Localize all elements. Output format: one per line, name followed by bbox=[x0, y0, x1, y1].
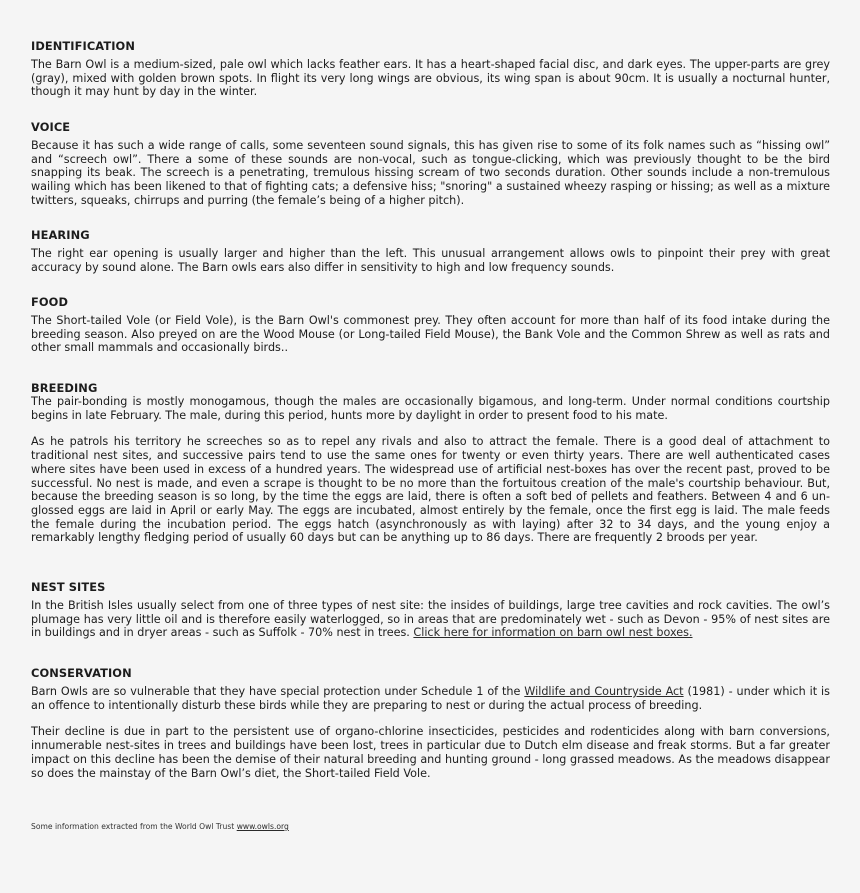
conservation-heading: CONSERVATION bbox=[31, 666, 132, 680]
conservation-text-1-before: Barn Owls are so vulnerable that they have special protection under Schedule 1 of the bbox=[31, 685, 525, 698]
nest-sites-text bbox=[31, 599, 830, 640]
conservation-text-2: Their decline is due in part to the persistent use of organo-chlorine insecticides, pesticides and rodenticides along with barn conversions, innumerable nest-sites in trees and buildings have been lost, trees in particular due to Dutch elm disease and freak storms. But a far greater impact on this decline has been the demise of their natural breeding and hunting ground - long grassed meadows. As the meadows disappear so does the mainstay of the Barn Owl’s diet, the Short-tailed Field Vole. bbox=[31, 725, 830, 780]
conservation-text-1 bbox=[31, 685, 830, 712]
conservation-section bbox=[31, 666, 830, 780]
hearing-heading: HEARING bbox=[31, 228, 90, 242]
hearing-text: The right ear opening is usually larger and higher than the left. This unusual arrangement allows owls to pinpoint their prey with great accuracy by sound alone. The Barn owls ears also differ in sensitivity to high and low frequency sounds. bbox=[31, 247, 830, 274]
conservation-text-1-after: (1981) - under which it is an offence to intentionally disturb these birds while they are preparing to nest or during the actual process of breeding. bbox=[31, 685, 830, 712]
breeding-text-1: The pair-bonding is mostly monogamous, though the males are occasionally bigamous, and long-term. Under normal conditions courtship begins in late February. The male, during this period, hunts more by daylight in order to present food to his mate. bbox=[31, 395, 830, 422]
wildlife-act-link[interactable]: Wildlife and Countryside Act bbox=[524, 685, 684, 698]
breeding-heading: BREEDING bbox=[31, 381, 98, 395]
nest-boxes-link[interactable]: Click here for information on barn owl nest boxes. bbox=[413, 626, 693, 640]
voice-section bbox=[31, 120, 830, 208]
food-section bbox=[31, 295, 830, 355]
footer-text: Some information extracted from the World Owl Trust bbox=[31, 822, 237, 831]
nest-sites-heading: NEST SITES bbox=[31, 580, 106, 594]
nest-sites-body: In the British Isles usually select from one of three types of nest site: the insides of buildings, large tree cavities and rock cavities. The owl’s plumage has very little oil and is therefore easily waterlogged, so in areas that are predominately wet - such as Devon - 95% of nest sites are in buildings and in dryer areas - such as Suffolk - 70% nest in trees. bbox=[31, 599, 830, 640]
breeding-text-2: As he patrols his territory he screeches so as to repel any rivals and also to attract the female. There is a good deal of attachment to traditional nest sites, and successive pairs tend to use the same ones for twenty or even thirty years. There are well authenticated cases where sites have been used in excess of a hundred years. The widespread use of artificial nest-boxes has over the recent past, proved to be successful. No nest is made, and even a scrape is thought to be no more than the fortuitous creation of the male's courtship behaviour. But, because the breeding season is so long, by the time the eggs are laid, there is often a soft bed of pellets and feathers. Between 4 and 6 un-glossed eggs are laid in April or early May. The eggs are incubated, almost entirely by the female, once the first egg is laid. The male feeds the female during the incubation period. The eggs hatch (asynchronously as with laying) after 32 to 34 days, and the young enjoy a remarkably lengthy fledging period of usually 60 days but can be anything up to 86 days. There are frequently 2 broods per year. bbox=[31, 435, 830, 545]
food-text: The Short-tailed Vole (or Field Vole), is the Barn Owl's commonest prey. They often account for more than half of its food intake during the breeding season. Also preyed on are the Wood Mouse (or Long-tailed Field Mouse), the Bank Vole and the Common Shrew as well as rats and other small mammals and occasionally birds.. bbox=[31, 314, 830, 355]
food-heading: FOOD bbox=[31, 295, 69, 309]
footer-credit bbox=[31, 822, 289, 832]
voice-text: Because it has such a wide range of calls, some seventeen sound signals, this has given rise to some of its folk names such as “hissing owl” and “screech owl”. There a some of these sounds are non-vocal, such as tongue-clicking, which was previously thought to be the bird snapping its beak. The screech is a penetrating, tremulous hissing scream of two seconds duration. Other sounds include a non-tremulous wailing which has been likened to that of fighting cats; a defensive hiss; "snoring" a sustained wheezy rasping or hissing; as well as a mixture twitters, squeaks, chirrups and purring (the female’s being of a higher pitch). bbox=[31, 139, 830, 207]
owls-org-link[interactable]: www.owls.org bbox=[236, 822, 289, 831]
hearing-section bbox=[31, 228, 830, 274]
identification-text: The Barn Owl is a medium-sized, pale owl which lacks feather ears. It has a heart-shaped facial disc, and dark eyes. The upper-parts are grey (gray), mixed with golden brown spots. In flight its very long wings are obvious, its wing span is about 90cm. It is usually a nocturnal hunter, though it may hunt by day in the winter. bbox=[31, 58, 830, 99]
identification-heading: IDENTIFICATION bbox=[31, 39, 135, 53]
voice-heading: VOICE bbox=[31, 120, 71, 134]
identification-section bbox=[31, 39, 830, 99]
nest-sites-section bbox=[31, 580, 830, 640]
breeding-section bbox=[31, 381, 830, 545]
